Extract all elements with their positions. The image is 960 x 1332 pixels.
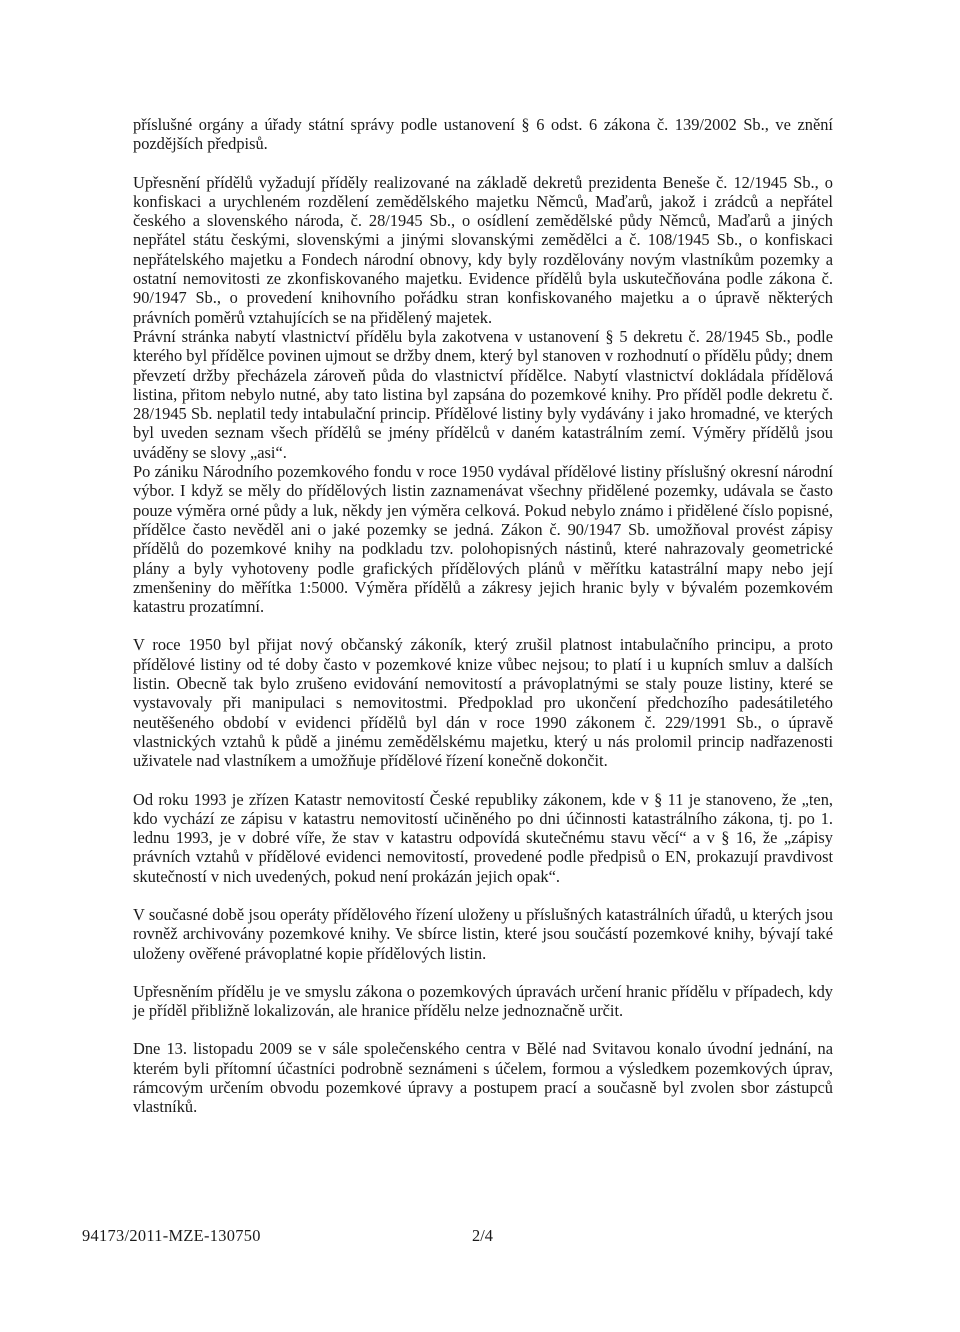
paragraph: Právní stránka nabytí vlastnictví přídělu byla zakotvena v ustanovení § 5 dekretu č. 28/1945 Sb., podle kterého byl přídělce povinen ujmout se držby dnem, který byl stanoven v rozhodnutí o přídělu půdy; dnem převzetí držby přecházela zároveň půda do vlastnictví přídělce. Nabytí vlastnictví dokládala přídělová listina, přitom nebylo nutné, aby tato listina byl zapsána do pozemkové knihy. Pro příděl podle dekretu č. 28/1945 Sb. neplatil tedy intabulační princip. Přídělové listiny byly vydávány i jako hromadné, ve kterých byl uveden seznam všech přídělů se jmény přídělců v daném katastrálním zemí. Výměry přídělů jsou uváděny se slovy „asi“. [133, 326, 833, 462]
paragraph: Od roku 1993 je zřízen Katastr nemovitostí České republiky zákonem, kde v § 11 je stanoveno, že „ten, kdo vychází ze zápisu v katastru nemovitostí učiněného po dni účinnosti katastrálního zákona, tj. po 1. lednu 1993, je v dobré víře, že stav v katastru odpovídá skutečnému stavu věcí“ a v § 16, že „zápisy právních vztahů v přídělové evidenci nemovitostí, provedené podle předpisů o EN, prokazují pravdivost skutečností v nich uvedených, pokud není prokázán jejich opak“. [133, 789, 833, 886]
document-body [133, 115, 833, 1117]
footer-document-id: 94173/2011-MZE-130750 [82, 1226, 261, 1245]
paragraph: Upřesněním přídělu je ve smyslu zákona o pozemkových úpravách určení hranic přídělu v případech, kdy je příděl přibližně lokalizován, ale hranice přídělu nelze jednoznačně určit. [133, 981, 833, 1021]
paragraph: Po zániku Národního pozemkového fondu v roce 1950 vydával přídělové listiny příslušný okresní národní výbor. I když se měly do přídělových listin zaznamenávat všechny přidělené pozemky, udávala se často pouze výměra orné půdy a luk, někdy jen výměra celková. Pokud nebylo známo i přidělené číslo popisné, přídělce často nevěděl ani o jaké pozemky se jedná. Zákon č. 90/1947 Sb. umožňoval provést zápisy přídělů do pozemkové knihy na podkladu tzv. polohopisných nástinů, které nahrazovaly geometrické plány a byly vyhotoveny podle grafických přídělových plánů v měřítku katastrální mapy nebo její zmenšeniny do měřítka 1:5000. Výměra přídělů a zákresy jejich hranic byly v bývalém pozemkovém katastru prozatímní. [133, 462, 833, 617]
paragraph: V roce 1950 byl přijat nový občanský zákoník, který zrušil platnost intabulačního principu, a proto přídělové listiny od té doby často v pozemkové knize vůbec nejsou; to platí i u kupních smluv a dalších listin. Obecně tak bylo zrušeno evidování nemovitostí a právoplatnými se staly pouze listiny, které se vystavovaly při manipulaci s nemovitostmi. Předpoklad pro ukončení předchozího padesátiletého neutěšeného období v evidenci přídělů byl dán v roce 1990 zákonem č. 229/1991 Sb., o úpravě vlastnických vztahů k půdě a jinému zemědělskému majetku, který u nás prolomil princip nadřazenosti uživatele nad vlastníkem a umožňuje přídělové řízení konečně dokončit. [133, 635, 833, 771]
paragraph: Dne 13. listopadu 2009 se v sále společenského centra v Bělé nad Svitavou konalo úvodní jednání, na kterém byli přítomní účastníci podrobně seznámeni s účelem, formou a výsledkem pozemkových úprav, rámcovým určením obvodu pozemkové úpravy a postupem prací a současně byl zvolen sbor zástupců vlastníků. [133, 1039, 833, 1117]
paragraph: Upřesnění přídělů vyžadují příděly realizované na základě dekretů prezidenta Beneše č. 12/1945 Sb., o konfiskaci a urychleném rozdělení zemědělského majetku Němců, Maďarů, jakož i zrádců a nepřátel českého a slovenského národa, č. 28/1945 Sb., o osídlení zemědělské půdy Němců, Maďarů a jiných nepřátel státu českými, slovenskými a jinými slovanskými zemědělci a č. 108/1945 Sb., o konfiskaci nepřátelského majetku a Fondech národní obnovy, kdy byly rozdělovány novým vlastníkům pozemky a ostatní nemovitosti ze zkonfiskovaného majetku. Evidence přídělů byla uskutečňována podle zákona č. 90/1947 Sb., o provedení knihovního pořádku stran konfiskovaného majetku a o úpravě některých právních poměrů vztahujících se na přidělený majetek. [133, 172, 833, 327]
footer-page-number: 2/4 [472, 1226, 493, 1245]
paragraph: V současné době jsou operáty přídělového řízení uloženy u příslušných katastrálních úřadů, u kterých jsou rovněž archivovány pozemkové knihy. Ve sbírce listin, které jsou součástí pozemkové knihy, bývají také uloženy ověřené právoplatné kopie přídělových listin. [133, 904, 833, 963]
paragraph: příslušné orgány a úřady státní správy podle ustanovení § 6 odst. 6 zákona č. 139/2002 Sb., ve znění pozdějších předpisů. [133, 115, 833, 154]
